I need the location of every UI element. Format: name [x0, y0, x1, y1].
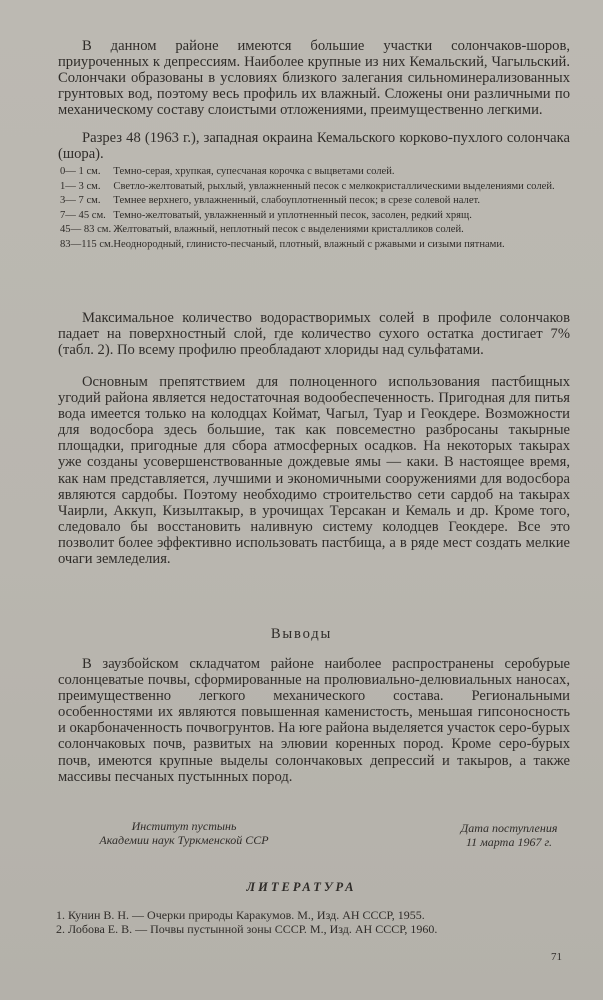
profile-depth: 3— 7 см. — [60, 195, 101, 207]
profile-depth: 0— 1 см. — [60, 166, 101, 177]
literature-heading: ЛИТЕРАТУРА — [246, 880, 357, 894]
conclusions-paragraph: В заузбойском складчатом районе наиболее распространены серобурые солонцеватые почвы, сформированные на пролювиально-делювиальных наносах, преимущественно легкого механического состава. Региональными особенностями их являются повышенная каменистость, меньшая гипсоносность и окарбоначенность почвогрунтов. На юге района выделяется участок серо-бурых солончаковых почв, развитых на элювии коренных пород. Кроме серо-бурых почв, имеются крупные выделы солончаковых депрессий и такыров, а также массивы песчаных пустынных пород. — [58, 656, 570, 785]
profile-depth: 83—115 см. — [60, 238, 114, 250]
reference-item: 1. Кунин В. Н. — Очерки природы Каракумов. М., Изд. АН СССР, 1955. — [56, 908, 425, 922]
profile-depth: 1— 3 см. — [60, 180, 101, 192]
conclusions-heading: Выводы — [270, 626, 333, 642]
profile-description: Светло-желтоватый, рыхлый, увлажненный песок с мелкокристаллическими выделениями солей. — [113, 180, 555, 192]
intro-paragraph: В данном районе имеются большие участки солончаков-шоров, приуроченных к депрессиям. Наиболее крупные из них Кемальский, Чагыльский. Солончаки образованы в условиях близкого залегания сильноминерализованных грунтовых вод, поэтому весь профиль их влажный. Сложены они различными по механическому составу слоистыми отложениями, преимущественно легкими. — [58, 38, 570, 119]
profile-row — [60, 181, 572, 196]
affiliation-line: Академии наук Туркменской ССР — [99, 832, 269, 847]
profile-description: Темно-серая, хрупкая, супесчаная корочка с выцветами солей. — [113, 166, 395, 177]
profile-description: Неоднородный, глинисто-песчаный, плотный, влажный с ржавыми и сизыми пятнами. — [113, 238, 505, 250]
reference-item: 2. Лобова Е. В. — Почвы пустынной зоны СССР. М., Изд. АН СССР, 1960. — [56, 922, 438, 936]
profile-description: Темнее верхнего, увлажненный, слабоуплотненный песок; в срезе солевой налет. — [113, 195, 481, 207]
water-supply-paragraph: Основным препятствием для полноценного использования пастбищных угодий района является недостаточная водообеспеченность. Пригодная для питья вода имеется только на колодцах Коймат, Чагыл, Туар и Геокдере. Возможности для водосбора здесь большие, так как повсеместно разбросаны такырные площадки, пригодные для сбора атмосферных осадков. На некоторых такырах уже созданы усовершенствованные дождевые ямы — каки. В настоящее время, как нам представляется, лучшими и экономичными сооружениями для водосбора являются сардобы. Поэтому необходимо строительство сети сардоб на такырах Чаирли, Аккуп, Кизылтакыр, в урочищах Терсакан и Кемаль и др. Кроме того, следовало бы восстановить наливную систему колодцев Геокдере. Все это позволит более эффективно использовать пастбища, а в ряде мест создать мелкие очаги земледелия. — [58, 374, 570, 568]
profile-description: Темно-желтоватый, увлажненный и уплотненный песок, засолен, редкий хрящ. — [113, 209, 472, 221]
profile-depth: 7— 45 см. — [60, 209, 106, 221]
max-salts-paragraph: Максимальное количество водорастворимых солей в профиле солончаков падает на поверхностный слой, где количество сухого остатка достигает 7% (табл. 2). По всему профилю преобладают хлориды над сульфатами. — [58, 310, 570, 359]
received-date — [444, 822, 574, 849]
reference-list — [56, 908, 576, 936]
profile-description: Желтоватый, влажный, неплотный песок с выделениями кристалликов солей. — [113, 224, 464, 236]
profile-row — [60, 166, 572, 181]
section-intro-paragraph: Разрез 48 (1963 г.), западная окраина Кемальского корково-пухлого солончака (шора). — [58, 130, 570, 163]
soil-profile-table — [60, 166, 572, 254]
received-label: Дата поступления — [460, 821, 558, 835]
affiliation — [84, 820, 284, 847]
received-value: 11 марта 1967 г. — [466, 834, 552, 849]
profile-depth: 45— 83 см. — [60, 224, 112, 236]
profile-row — [60, 239, 572, 254]
affiliation-line: Институт пустынь — [131, 819, 237, 833]
page-number: 71 — [551, 951, 562, 963]
profile-row — [60, 195, 572, 210]
profile-row — [60, 210, 572, 225]
profile-row — [60, 224, 572, 239]
